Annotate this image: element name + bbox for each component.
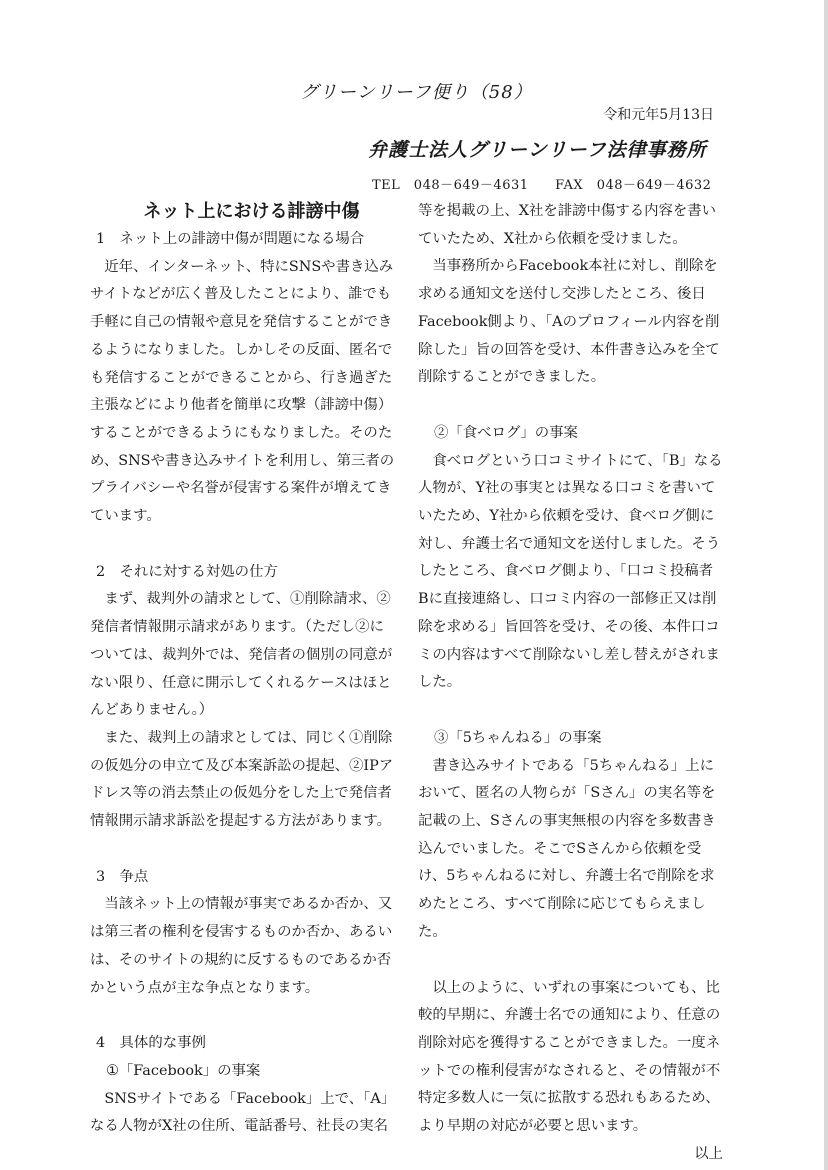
case-1-paragraph-2: 当事務所からFacebook本社に対し、削除を求める通知文を送付し交渉したところ、後日Facebook側より、「Aのプロフィール内容を削除した」旨の回答を受け、本件書き込みを全て削除することができました。 [418, 258, 720, 386]
section-2-paragraph-1: まず、裁判外の請求として、①削除請求、②発信者情報開示請求があります。（ただし②については、裁判外では、発信者の個別の同意がない限り、任意に開示してくれるケースはほとんどありません。） [90, 591, 393, 719]
case-3-heading: ③「5ちゃんねる」の事案 [434, 729, 602, 746]
section-4-heading: 4 具体的な事例 [96, 1035, 206, 1052]
fax-number: FAX 048－649－4632 [555, 178, 712, 193]
section-1-paragraph: 近年、インターネット、特にSNSや書き込みサイトなどが広く普及したことにより、誰でも手軽に自己の情報や意見を発信することができるようになりました。しかしその反面、匿名でも発信することができることから、行き過ぎた主張などにより他者を簡単に攻撃（誹謗中傷）することができるようにもなりました。そのため、SNSや書き込みサイトを利用し、第三者のプライバシーや名誉が侵害する案件が増えてきています。 [90, 258, 395, 525]
article-title: ネット上における誹謗中傷 [143, 201, 360, 222]
section-1-heading: 1 ネット上の誹謗中傷が問題になる場合 [96, 231, 365, 247]
section-2-paragraph-2: また、裁判上の請求としては、同じく①削除の仮処分の申立て及び本案訴訟の提起、②IPアドレス等の消去禁止の仮処分をした上で発信者情報開示請求訴訟を提起する方法があります。 [90, 729, 394, 830]
tel-number: TEL 048－649－4631 [372, 178, 529, 193]
newsletter-title: グリーンリーフ便り（58） [300, 82, 533, 103]
contact-line [372, 174, 733, 193]
case-3-paragraph: 書き込みサイトである「5ちゃんねる」上において、匿名の人物らが「Sさん」の実名等を記載の上、Sさんの事実無根の内容を多数書き込んでいました。そこでSさんから依頼を受け、5ちゃんねるに対し、弁護士名で削除を求めたところ、すべて削除に応じてもらえました。 [418, 757, 716, 940]
closing-mark: 以上 [694, 1145, 723, 1162]
section-3-heading: 3 争点 [96, 868, 149, 885]
case-2-heading: ②「食べログ」の事案 [434, 424, 578, 441]
issue-date: 令和元年5月13日 [603, 107, 714, 123]
right-column [418, 198, 723, 1169]
case-1-heading: ①「Facebook」の事案 [106, 1062, 261, 1079]
section-2-heading: 2 それに対する対処の仕方 [96, 563, 278, 580]
conclusion-paragraph: 以上のように、いずれの事案についても、比較的早期に、弁護士名での通知により、任意の削除対応を獲得することができました。一度ネットでの権利侵害がなされると、その情報が不特定多数人に一気に拡散する恐れもあるため、より早期の対応が必要と思います。 [418, 979, 721, 1135]
case-2-paragraph: 食べログという口コミサイトにて、「B」なる人物が、Y社の事実とは異なる口コミを書いていたため、Y社から依頼を受け、食べログ側に対し、弁護士名で通知文を送付しました。そうしたところ、食べログ側より、「口コミ投稿者Bに直接連絡し、口コミ内容の一部修正又は削除を求める」旨回答を受け、その後、本件口コミの内容はすべて削除ないし差し替えがされました。 [418, 452, 723, 691]
page-edge [824, 0, 828, 1170]
section-3-paragraph: 当該ネット上の情報が事実であるか否か、又は第三者の権利を侵害するものか否か、あるいは、そのサイトの規約に反するものであるか否かという点が主な争点となります。 [90, 896, 393, 996]
left-column [90, 198, 395, 1141]
case-1-paragraph-continued: 等を掲載の上、X社を誹謗中傷する内容を書いていたため、X社から依頼を受けました。 [418, 203, 717, 247]
case-1-paragraph-start: SNSサイトである「Facebook」上で、「A」なる人物がX社の住所、電話番号、社長の実名 [90, 1090, 389, 1135]
firm-name: 弁護士法人グリーンリーフ法律事務所 [368, 139, 707, 161]
